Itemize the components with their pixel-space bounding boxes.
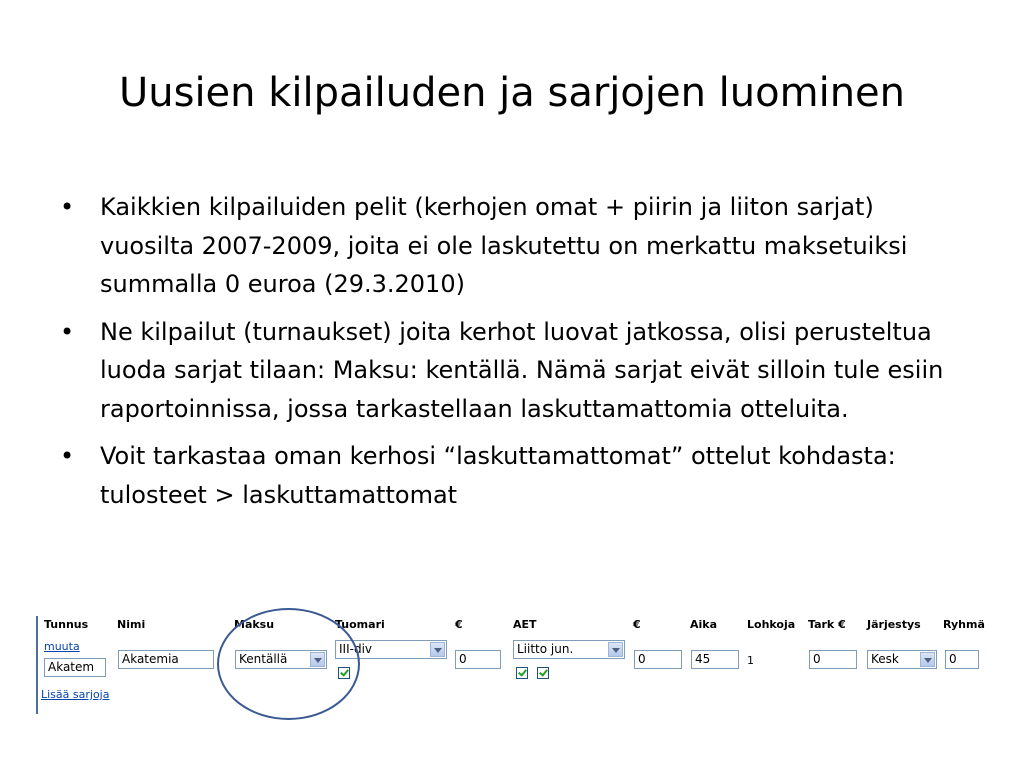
- header-tark: Tark €: [808, 618, 846, 631]
- aet-checkbox-1[interactable]: [516, 667, 528, 679]
- bullet-text: Ne kilpailut (turnaukset) joita kerhot luovat jatkossa, olisi perusteltua luoda sarjat tilaan: Maksu: kentällä. Nämä sarjat eivät silloin tule esiin raportoinnissa, jossa tarkastellaan laskuttamattomia otteluita.: [100, 317, 944, 423]
- header-tunnus: Tunnus: [44, 618, 89, 631]
- tark-input[interactable]: 0: [809, 650, 857, 669]
- chevron-down-icon[interactable]: [920, 652, 935, 667]
- aet-select[interactable]: [513, 640, 625, 659]
- add-series-link[interactable]: Lisää sarjoja: [41, 688, 110, 701]
- bullet-item: [60, 188, 960, 304]
- aika-input[interactable]: 45: [691, 650, 739, 669]
- bullet-text: Kaikkien kilpailuiden pelit (kerhojen omat + piirin ja liiton sarjat) vuosilta 2007-2009, joita ei ole laskutettu on merkattu maksetuiksi summalla 0 euroa (29.3.2010): [100, 193, 908, 298]
- header-aika: Aika: [690, 618, 718, 631]
- nimi-input[interactable]: Akatemia: [118, 650, 214, 669]
- header-euro-2: €: [633, 618, 641, 631]
- header-nimi: Nimi: [117, 618, 146, 631]
- form-left-border: [36, 616, 38, 714]
- bullet-symbol: •: [60, 193, 75, 221]
- header-aet: AET: [513, 618, 537, 631]
- jarjestys-select-value: Kesk: [871, 652, 899, 666]
- jarjestys-select[interactable]: [867, 650, 937, 669]
- tuomari-select-value: III-div: [339, 642, 372, 656]
- header-lohkoja: Lohkoja: [747, 618, 796, 631]
- header-maksu: Maksu: [234, 618, 275, 631]
- tunnus-input[interactable]: Akatem: [44, 658, 106, 677]
- bullet-symbol: •: [60, 442, 75, 470]
- aet-select-value: Liitto jun.: [517, 642, 574, 656]
- header-ryhma: Ryhmä: [943, 618, 985, 631]
- ryhma-input[interactable]: 0: [945, 650, 979, 669]
- slide-title: Uusien kilpailuden ja sarjojen luominen: [118, 70, 906, 116]
- lohkoja-value: 1: [747, 654, 754, 667]
- highlight-circle: [217, 608, 360, 720]
- aet-checkbox-2[interactable]: [537, 667, 549, 679]
- bullet-text: Voit tarkastaa oman kerhosi “laskuttamattomat” ottelut kohdasta: tulosteet > laskuttamattomat: [100, 442, 896, 509]
- header-euro-1: €: [455, 618, 463, 631]
- chevron-down-icon[interactable]: [430, 642, 445, 657]
- bullet-symbol: •: [60, 317, 75, 346]
- header-tuomari: Tuomari: [335, 618, 385, 631]
- series-form-screenshot: [36, 612, 988, 714]
- euro-1-input[interactable]: 0: [455, 650, 501, 669]
- muuta-link[interactable]: muuta: [44, 640, 80, 653]
- header-jarjestys: Järjestys: [867, 618, 921, 631]
- bullet-item: [60, 313, 960, 429]
- chevron-down-icon[interactable]: [608, 642, 623, 657]
- euro-2-input[interactable]: 0: [634, 650, 682, 669]
- bullet-list: [60, 188, 960, 523]
- maksu-select-value: Kentällä: [239, 652, 288, 666]
- bullet-item: [60, 437, 960, 514]
